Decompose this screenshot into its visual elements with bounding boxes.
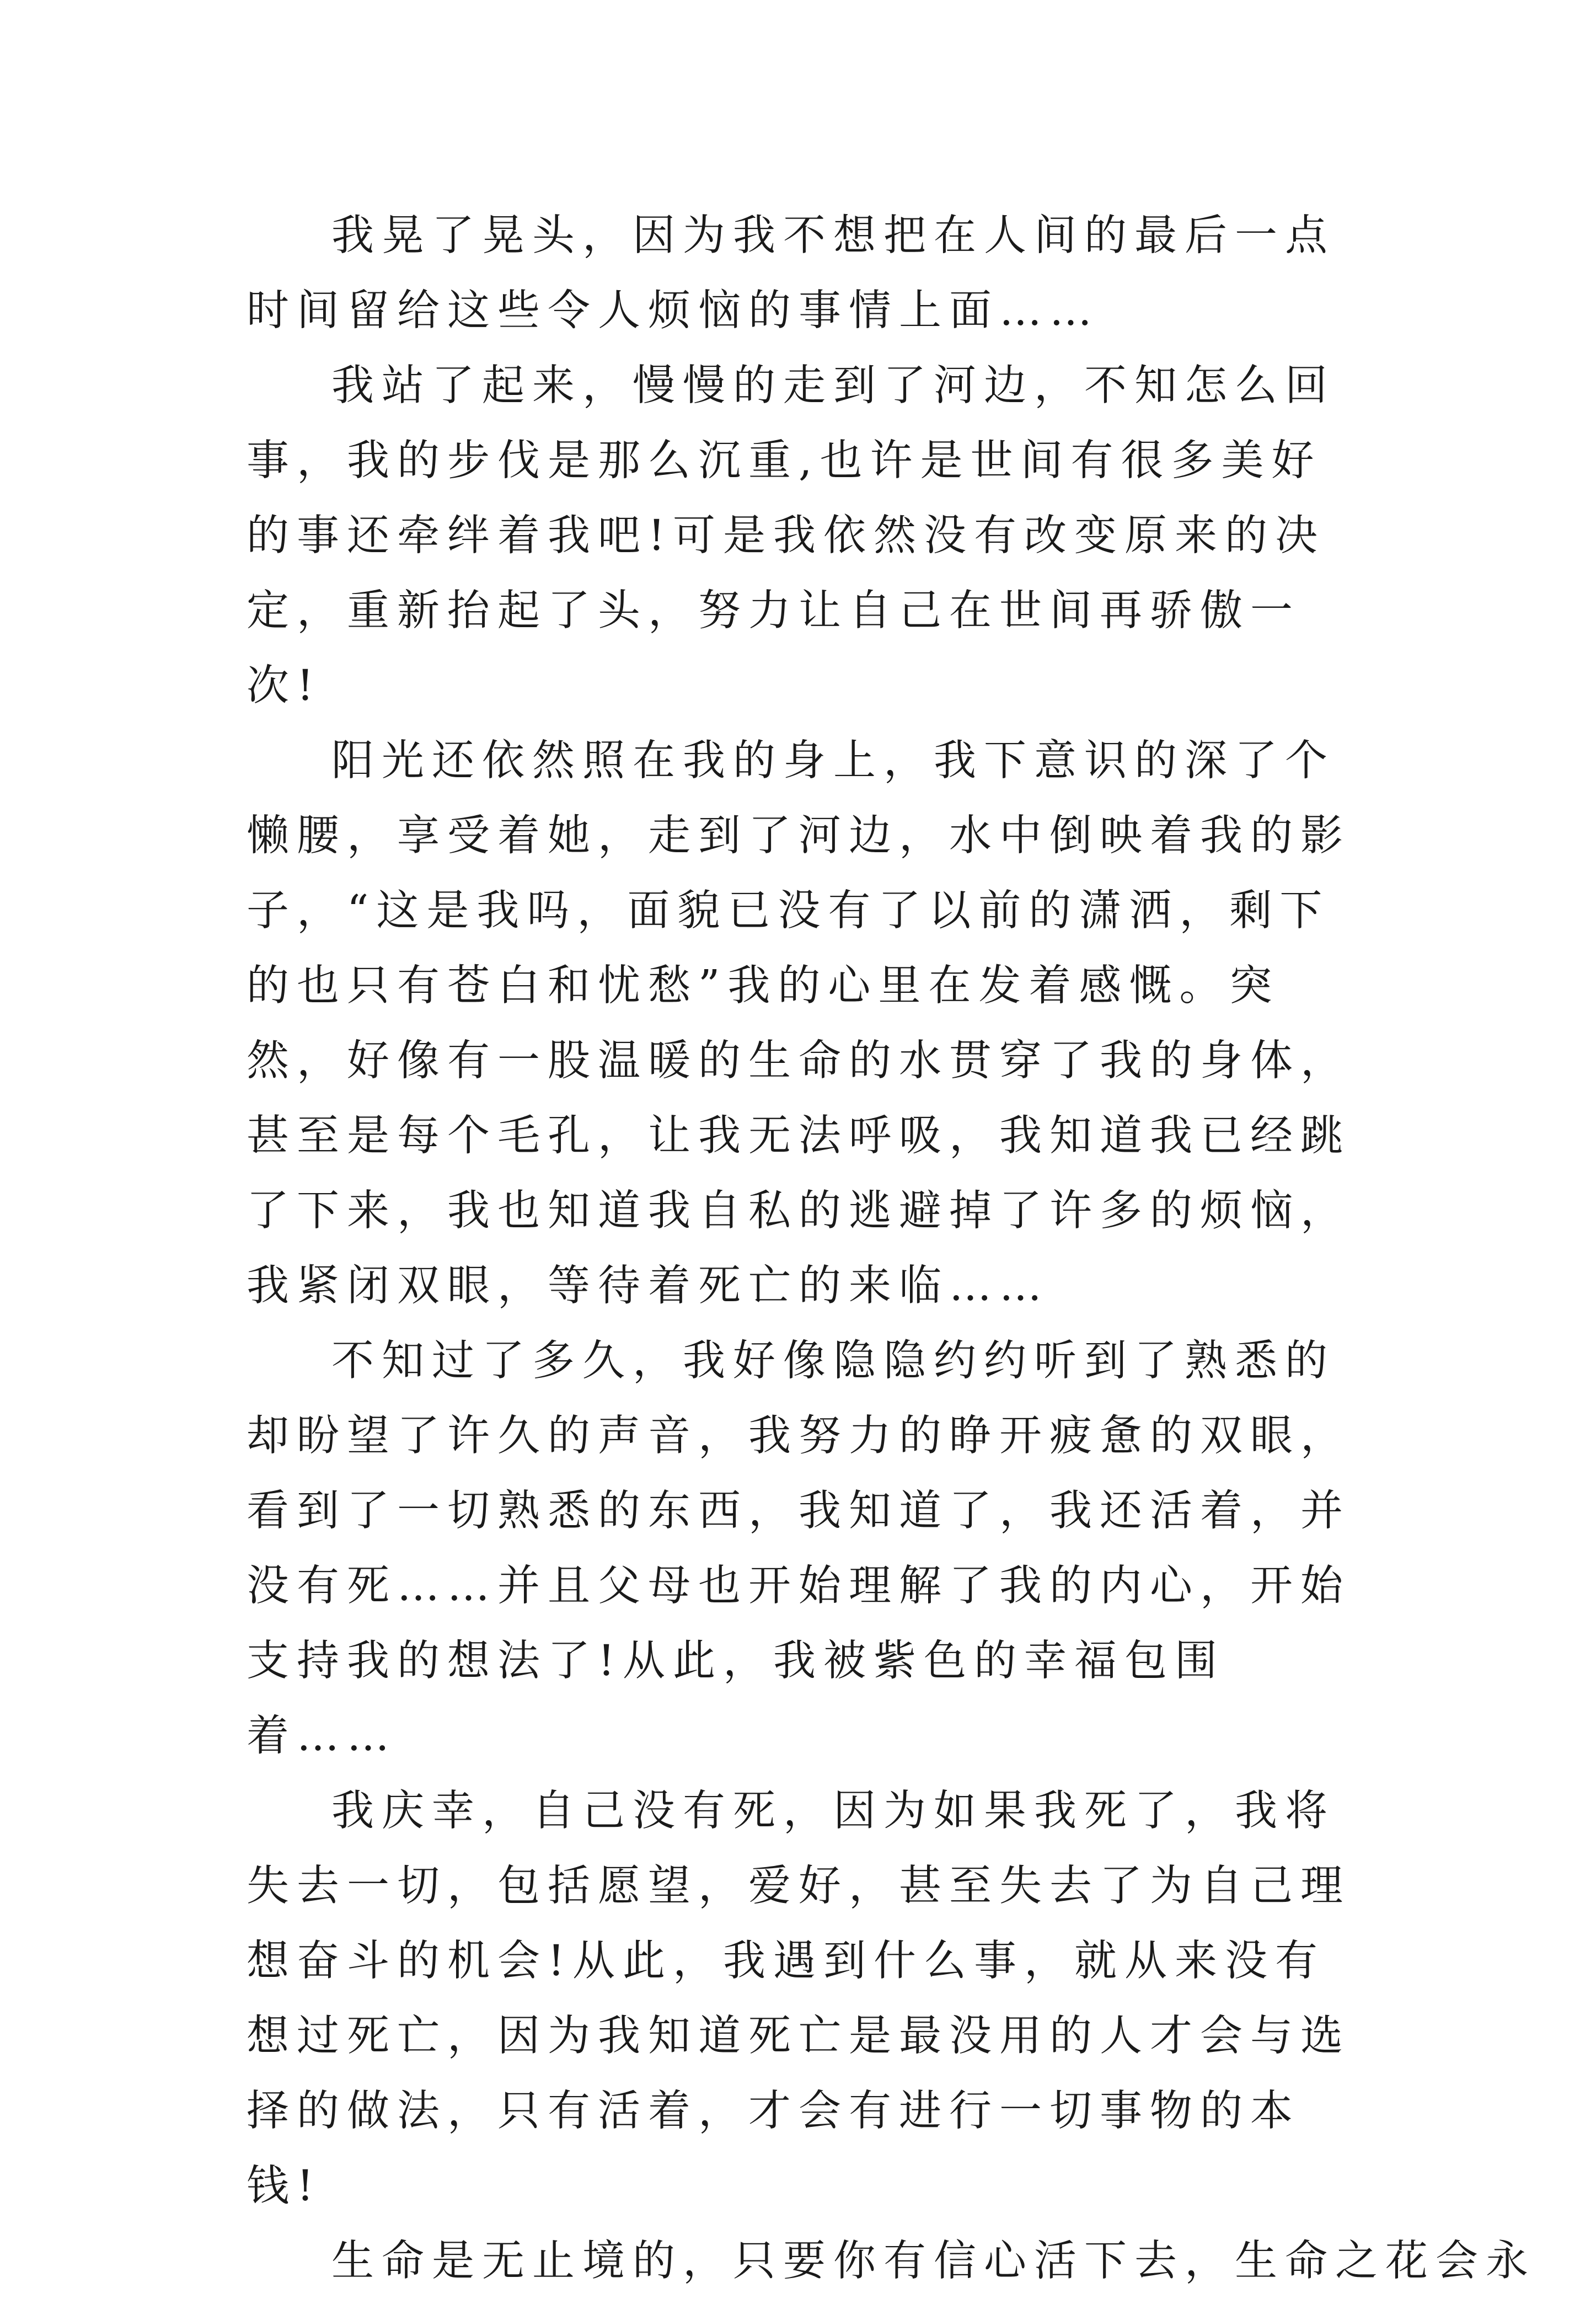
body-text <box>247 199 1536 2299</box>
paragraph-partial: 生命是无止境的，只要你有信心活下去，生命之花会永 <box>331 2237 1536 2286</box>
paragraph: 我庆幸，自己没有死，因为如果我死了，我将失去一切，包括愿望，爱好，甚至失去了为自己理想奋斗的机会!从此，我遇到什么事，就从来没有想过死亡，因为我知道死亡是最没用的人才会与选择的做法，只有活着，才会有进行一切事物的本钱! <box>247 1787 1351 2211</box>
paragraph: 我站了起来，慢慢的走到了河边，不知怎么回事，我的步伐是那么沉重,也许是世间有很多美好的事还牵绊着我吧!可是我依然没有改变原来的决定，重新抬起了头，努力让自己在世间再骄傲一次! <box>247 361 1335 710</box>
paragraph: 阳光还依然照在我的身上，我下意识的深了个懒腰，享受着她，走到了河边，水中倒映着我的影子，“这是我吗，面貌已没有了以前的潇洒，剩下的也只有苍白和忧愁”我的心里在发着感慨。突然，好像有一股温暖的生命的水贯穿了我的身体，甚至是每个毛孔，让我无法呼吸，我知道我已经跳了下来，我也知道我自私的逃避掉了许多的烦恼，我紧闭双眼，等待着死亡的来临…… <box>247 736 1351 1311</box>
paragraph: 我晃了晃头，因为我不想把在人间的最后一点时间留给这些令人烦恼的事情上面…… <box>247 211 1335 335</box>
paragraph: 不知过了多久，我好像隐隐约约听到了熟悉的却盼望了许久的声音，我努力的睁开疲惫的双眼，看到了一切熟悉的东西，我知道了，我还活着，并没有死……并且父母也开始理解了我的内心，开始支持我的想法了!从此，我被紫色的幸福包围着…… <box>247 1336 1351 1761</box>
